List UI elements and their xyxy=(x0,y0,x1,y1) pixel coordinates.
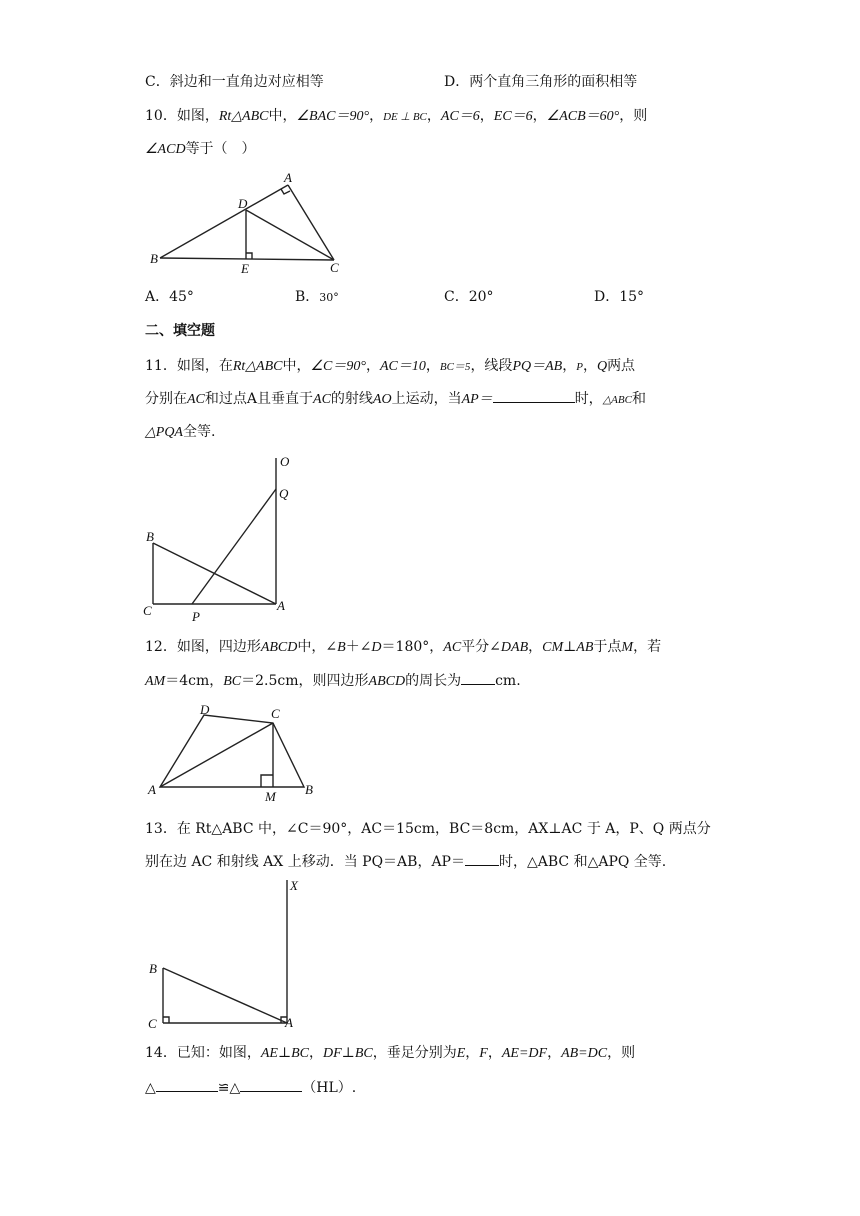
q11-line-1 xyxy=(145,355,635,378)
q14-text: ，则 xyxy=(607,1045,636,1061)
q12-diagonal-ac xyxy=(160,723,273,787)
q11-segment-pq xyxy=(192,489,276,604)
q12-text: 的周长为 xyxy=(405,673,462,689)
q10-segment-ac xyxy=(288,185,334,260)
q10-right-angle-e xyxy=(246,253,252,259)
q14-ab-eq-dc: AB=DC xyxy=(561,1046,608,1061)
q11-number: 11．如图，在 xyxy=(145,358,233,374)
q13-text: 别在边 AC 和射线 AX 上移动．当 PQ＝AB，AP＝ xyxy=(145,854,465,870)
q12-text: ⊥ xyxy=(563,639,577,655)
q11-figure xyxy=(140,450,310,630)
q11-sep: ， xyxy=(562,358,577,374)
q13-figure xyxy=(140,876,320,1036)
q11-text: 中， xyxy=(282,358,311,374)
q10-label-c: C xyxy=(330,260,339,275)
q10-number: 10．如图， xyxy=(145,108,219,124)
q11-q: Q xyxy=(596,359,608,374)
q14-text: ⊥ xyxy=(277,1045,292,1061)
q10-angle-bac: ∠BAC＝90° xyxy=(296,109,370,124)
q10-option-b-value: 30° xyxy=(319,291,339,304)
q11-line-3 xyxy=(145,421,215,444)
q12-text: ＝4cm， xyxy=(165,673,224,689)
q11-label-b: B xyxy=(146,529,154,544)
q12-label-d: D xyxy=(200,702,210,717)
q11-text: 和过点A且垂直于 xyxy=(204,391,314,407)
q14-ae: AE xyxy=(260,1046,278,1061)
q11-text: 两点 xyxy=(607,358,636,374)
q14-text: ， xyxy=(465,1045,480,1061)
q9-option-c: C．斜边和一直角边对应相等 xyxy=(145,74,324,90)
q11-sep: ， xyxy=(365,358,380,374)
q10-label-b: B xyxy=(150,251,158,266)
q14-line-1 xyxy=(145,1042,635,1065)
q13-line-1: 13．在 Rt△ABC 中，∠C＝90°，AC＝15cm，BC＝8cm，AX⊥AC 于 A，P、Q 两点分 xyxy=(145,821,711,837)
q12-d: D xyxy=(371,640,382,655)
q11-text: 的射线 xyxy=(330,391,373,407)
q10-right-angle-a xyxy=(281,189,290,194)
q10-option-b xyxy=(295,286,339,309)
q12-text: 中，∠ xyxy=(297,639,338,655)
q13-segment-ba xyxy=(163,968,287,1023)
q11-sep: ， xyxy=(425,358,440,374)
q14-text: ， xyxy=(487,1045,502,1061)
q14-line-2 xyxy=(145,1077,356,1099)
q13-answer-blank[interactable] xyxy=(465,851,499,866)
section-title-fill-blank: 二、填空题 xyxy=(145,323,215,339)
q12-dab: DAB xyxy=(500,640,529,655)
q11-line-2 xyxy=(145,388,646,411)
q13-line-2 xyxy=(145,851,666,873)
q12-m: M xyxy=(621,640,634,655)
q11-text: 和 xyxy=(631,391,646,407)
q12-ac: AC xyxy=(443,640,462,655)
q13-label-a: A xyxy=(285,1015,293,1030)
q12-line-2 xyxy=(145,670,521,693)
q14-text: ⊥ xyxy=(341,1045,355,1061)
q10-ec: EC＝6 xyxy=(493,109,533,124)
q10-segment-ba xyxy=(160,185,288,258)
q10-de-perp-bc: DE ⊥ BC xyxy=(383,111,427,123)
q14-text: 14．已知：如图， xyxy=(145,1045,261,1061)
q11-text: 分别在 xyxy=(145,391,187,407)
q11-answer-blank[interactable] xyxy=(493,388,575,403)
q12-label-c: C xyxy=(271,706,280,721)
q11-ap: AP＝ xyxy=(461,392,493,407)
q10-option-a: A．45° xyxy=(145,289,194,305)
q12-quadrilateral-abcd xyxy=(160,715,304,787)
q14-bc: BC xyxy=(354,1046,373,1061)
q11-pq: PQ＝AB xyxy=(512,359,563,374)
q9-option-d: D．两个直角三角形的面积相等 xyxy=(444,74,638,90)
q14-df: DF xyxy=(323,1046,342,1061)
q13-label-b: B xyxy=(149,961,157,976)
q10-sep: ， xyxy=(479,108,494,124)
q11-text: 时， xyxy=(574,391,603,407)
q14-triangle-symbol: △ xyxy=(145,1080,156,1096)
q10-label-d: D xyxy=(238,196,248,211)
q11-triangle-pqa: △PQA xyxy=(145,425,183,440)
q12-text: ＝180°， xyxy=(381,639,444,655)
q11-sep: ， xyxy=(582,358,597,374)
q14-f: F xyxy=(479,1046,488,1061)
q14-hl: （HL）. xyxy=(302,1080,357,1096)
q11-label-c: C xyxy=(143,603,152,618)
q12-text: ， xyxy=(528,639,543,655)
q14-text: ，垂足分别为 xyxy=(372,1045,457,1061)
q11-bc: BC＝5 xyxy=(439,361,471,373)
q13-right-angle-c xyxy=(163,1017,169,1023)
q13-label-x: X xyxy=(290,878,298,893)
q12-text: cm. xyxy=(495,673,521,689)
q12-abcd: ABCD xyxy=(260,640,298,655)
q10-label-e: E xyxy=(241,261,249,276)
q11-text: 全等. xyxy=(182,424,216,440)
q14-bc: BC xyxy=(291,1046,309,1061)
q10-sep: ， xyxy=(369,108,384,124)
q14-text: ， xyxy=(547,1045,562,1061)
q11-p: P xyxy=(576,361,583,373)
q14-ae-eq-df: AE=DF xyxy=(501,1046,548,1061)
q14-answer-blank-2[interactable] xyxy=(240,1077,302,1092)
q11-rt: Rt△ABC xyxy=(232,359,283,374)
q10-label-a: A xyxy=(284,170,292,185)
q12-text: ，若 xyxy=(633,639,662,655)
q12-text: 平分∠ xyxy=(461,639,501,655)
q10-text: ，则 xyxy=(619,108,648,124)
q11-label-a: A xyxy=(277,598,285,613)
q10-angle-acb: ∠ACB＝60° xyxy=(546,109,620,124)
q10-line-1 xyxy=(145,105,647,128)
q12-text: ＋∠ xyxy=(345,639,372,655)
q10-option-d: D．15° xyxy=(594,289,645,305)
q12-text: ＝2.5cm，则四边形 xyxy=(241,673,369,689)
q12-label-a: A xyxy=(148,782,156,797)
q11-ac: AC xyxy=(187,392,205,407)
q13-label-c: C xyxy=(148,1016,157,1031)
q12-text: 于点 xyxy=(593,639,622,655)
q10-segment-bc xyxy=(160,258,334,260)
q12-cm: CM xyxy=(542,640,564,655)
q10-text: 中， xyxy=(268,108,297,124)
q11-sep: ，线段 xyxy=(470,358,513,374)
q10-segment-dc xyxy=(246,210,334,260)
q11-angle-c: ∠C＝90° xyxy=(310,359,366,374)
q12-line-1 xyxy=(145,636,661,659)
q11-text: 上运动，当 xyxy=(391,391,462,407)
q10-sep: ， xyxy=(532,108,547,124)
q14-e: E xyxy=(456,1046,466,1061)
q12-ab: AB xyxy=(576,640,594,655)
q10-text: 等于（ ） xyxy=(185,141,256,157)
q12-b: B xyxy=(337,640,346,655)
q12-label-m: M xyxy=(265,789,276,804)
q11-label-p: P xyxy=(192,609,200,624)
q11-triangle-abc: △ABC xyxy=(602,394,632,406)
q12-text: 12．如图，四边形 xyxy=(145,639,261,655)
q10-option-c: C．20° xyxy=(444,289,494,305)
q14-text: ， xyxy=(309,1045,323,1061)
q13-text: 时，△ABC 和△APQ 全等. xyxy=(498,854,667,870)
q11-label-q: Q xyxy=(279,486,289,501)
q14-congruent-symbol: ≌△ xyxy=(217,1080,241,1096)
q12-label-b: B xyxy=(305,782,313,797)
q12-abcd: ABCD xyxy=(368,674,406,689)
q10-option-b-prefix: B． xyxy=(295,289,320,305)
q11-label-o: O xyxy=(280,454,290,469)
q12-figure xyxy=(140,700,330,806)
q10-figure xyxy=(140,168,350,278)
q10-angle-acd: ∠ACD xyxy=(145,142,186,157)
q10-line-2 xyxy=(145,138,256,161)
q10-ac: AC＝6 xyxy=(440,109,480,124)
q10-rt: Rt△ABC xyxy=(218,109,269,124)
q11-ac: AC xyxy=(313,392,331,407)
q12-bc: BC xyxy=(223,674,242,689)
q11-ao: AO xyxy=(372,392,392,407)
q14-answer-blank-1[interactable] xyxy=(156,1077,218,1092)
q12-answer-blank[interactable] xyxy=(461,670,495,685)
q12-right-angle-m xyxy=(261,775,273,787)
q11-ac: AC＝10 xyxy=(379,359,426,374)
q10-sep: ， xyxy=(426,108,441,124)
q12-am: AM xyxy=(145,674,166,689)
